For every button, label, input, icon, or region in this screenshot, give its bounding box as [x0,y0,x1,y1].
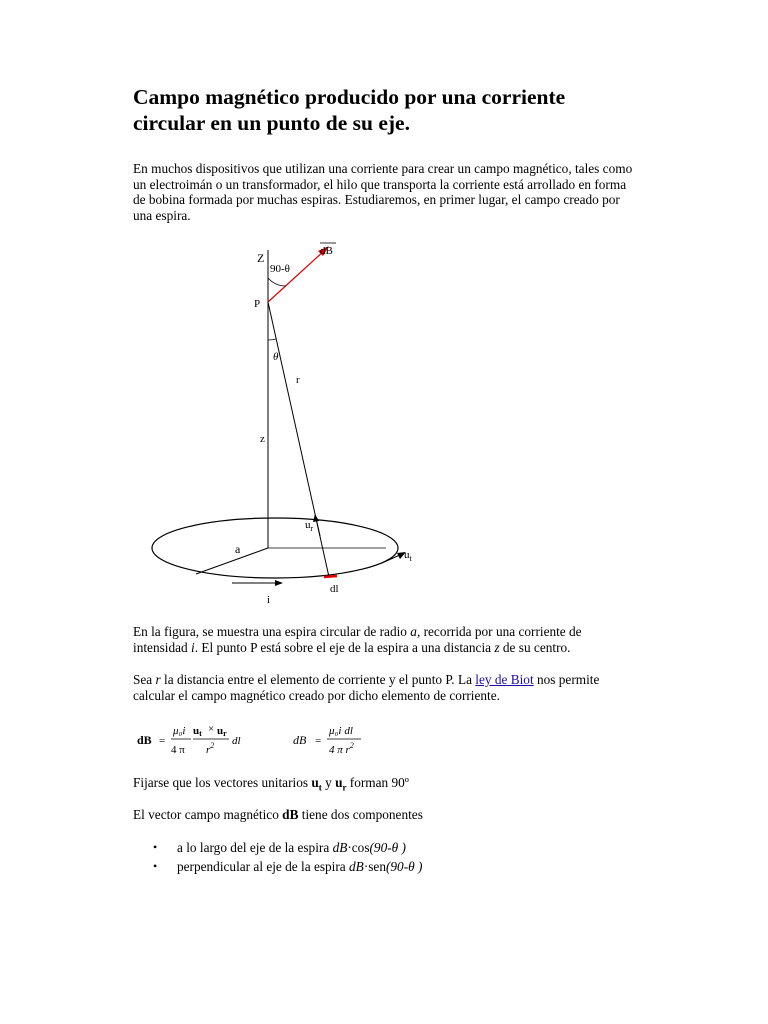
label-z: z [260,433,265,445]
label-a: a [235,542,241,556]
intro-paragraph: En muchos dispositivos que utilizan una corriente para crear un campo magnético, tales como un electroimán o un transformador, el hilo que transporta la corriente está arrollado en forma de bobina formada por muchas espiras. Estudiaremos, en primer lugar, el campo creado por una espira. [133,161,633,223]
current-arrowhead [275,580,283,586]
biot-paragraph: Sea r la distancia entre el elemento de corriente y el punto P. La ley de Biot nos permite calcular el campo magnético creado por dicho elemento de corriente. [133,672,600,703]
ur-arrowhead [313,514,319,522]
components-paragraph: El vector campo magnético dB tiene dos componentes [133,807,423,822]
ley-de-biot-link[interactable]: ley de Biot [475,672,534,687]
biot-formulas [133,718,393,762]
list-item: • perpendicular al eje de la espira dB·sen(90-θ ) [153,859,423,874]
formula2-lhs: dB [293,733,307,747]
label-ur: $u_r$ [305,519,314,533]
label-dl: dl [330,583,339,595]
label-z-axis: Z [257,251,265,265]
formula1-dl: dl [232,735,241,747]
angle-theta-arc [268,339,276,340]
formula2-num: μ₀i dl [329,725,353,737]
label-90-theta: 90-θ [270,263,290,275]
formula1-den1: 4 π [171,744,185,756]
formula2-eq: = [315,735,322,747]
label-ut: $u_t$ [404,549,412,563]
angle-90-theta-arc [268,278,286,286]
formula1-ur: ur [217,725,227,738]
formula1-eq: = [159,735,166,747]
formula1-den2: $r^2$ [206,741,215,756]
unit-vectors-paragraph: Fijarse que los vectores unitarios $u_t$ y $u_r$ forman 90º [133,775,409,793]
label-theta: θ [273,351,279,363]
formula1-ut: ut [193,725,202,738]
radius-line [196,548,268,574]
figure-description-paragraph: En la figura, se muestra una espira circular de radio a, recorrida por una corriente de intensidad i. El punto P está sobre el eje de la espira a una distancia z de su centro. [133,624,582,655]
formula1-lhs: dB [137,733,152,747]
components-list [133,838,633,876]
dl-segment [324,576,337,577]
list-item: • a lo largo del eje de la espira dB·cos(90-θ ) [153,840,406,855]
formula1-cross: × [208,723,215,735]
formula2-den: 4 π $r^2$ [329,741,354,756]
document-page [133,84,633,223]
label-r: r [296,374,300,386]
page-title: Campo magnético producido por una corriente circular en un punto de su eje. [133,85,566,135]
label-i: i [267,594,271,606]
formula1-num: μ₀i [173,725,186,737]
label-dB: dB [320,245,333,257]
label-P: P [254,298,261,310]
loop-diagram [140,236,440,616]
dB-vector [268,250,325,302]
